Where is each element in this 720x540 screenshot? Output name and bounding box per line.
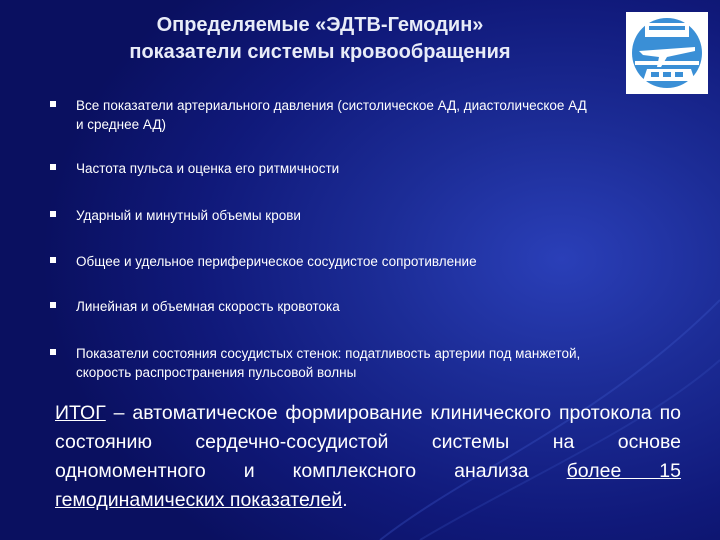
summary-text: – автоматическое формирование клинического протокола по состоянию сердечно-сосудистой системы на основе одномоментного и комплексного анализа [55,402,681,482]
list-item-line-1: Частота пульса и оценка его ритмичности [76,161,340,176]
transport-logo [626,12,708,94]
summary-paragraph [55,399,681,515]
bullet-icon [50,302,56,308]
transport-logo-icon [631,17,703,89]
list-item-line-1: Общее и удельное периферическое сосудистое сопротивление [76,254,477,269]
bullet-icon [50,349,56,355]
list-item-line-1: Линейная и объемная скорость кровотока [76,299,340,314]
bullet-icon [50,257,56,263]
title-line-1: Определяемые «ЭДТВ-Гемодин» [156,14,484,36]
summary-label: ИТОГ [55,402,106,424]
bullet-icon [50,211,56,217]
slide-title [40,12,600,66]
title-line-2: показатели системы кровообращения [129,41,511,63]
bullet-icon [50,164,56,170]
list-item-line-1: Показатели состояния сосудистых стенок: податливость артерии под манжетой, [76,346,581,361]
list-item-line-1: Все показатели артериального давления (систолическое АД, диастолическое АД [76,98,587,113]
list-item-line-1: Ударный и минутный объемы крови [76,208,301,223]
summary-highlight: более 15 гемодинамических показателей [55,460,681,511]
summary-end: . [342,489,348,511]
list-item-line-2: скорость распространения пульсовой волны [76,365,357,380]
bullet-icon [50,101,56,107]
list-item-line-2: и среднее АД) [76,117,166,132]
